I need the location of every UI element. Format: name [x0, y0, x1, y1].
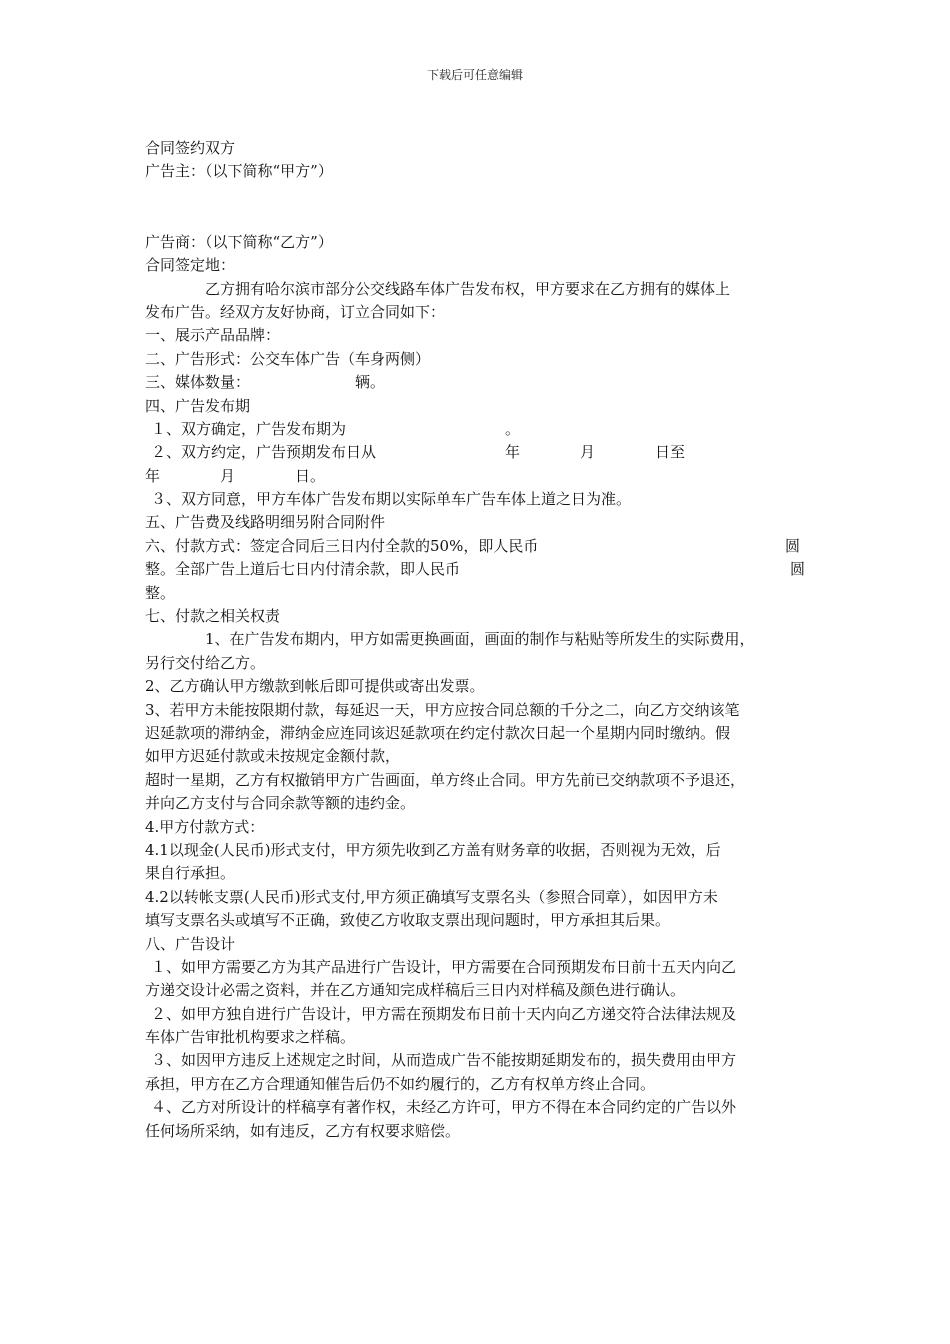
section-7-p4: 4.甲方付款方式： [145, 817, 265, 836]
section-7-p3a: 3、若甲方未能按限期付款，每延迟一天，甲方应按合同总额的千分之二，向乙方交纳该笔 [145, 700, 740, 719]
section-8-p2a: ２、如甲方独自进行广告设计，甲方需在预期发布日前十天内向乙方递交符合法律法规及 [151, 1004, 737, 1023]
section-3 [145, 371, 805, 394]
section-4-item-2-cont: 年 月 日。 [145, 466, 326, 485]
parties-title: 合同签约双方 [145, 139, 236, 157]
section-7-p41a: 4.1以现金(人民币)形式支付，甲方须先收到乙方盖有财务章的收据，否则视为无效，后 [145, 840, 721, 859]
signing-place: 合同签定地： [145, 256, 236, 275]
section-8-p1a: １、如甲方需要乙方为其产品进行广告设计，甲方需要在合同预期发布日前十五天内向乙 [151, 957, 737, 976]
section-5: 五、广告费及线路明细另附合同附件 [145, 513, 386, 532]
section-2: 二、广告形式：公交车体广告（车身两侧） [145, 349, 431, 368]
section-7-p1a: 1、在广告发布期内，甲方如需更换画面，画面的制作与粘贴等所发生的实际费用， [205, 630, 755, 649]
section-8-p1b: 方递交设计必需之资料，并在乙方通知完成样稿后三日内对样稿及颜色进行确认。 [145, 981, 686, 1000]
section-7-p2: 2、乙方确认甲方缴款到帐后即可提供或寄出发票。 [145, 677, 485, 696]
contract-body [145, 137, 805, 1143]
section-6-line-1: 六、付款方式：签定合同后三日内付全款的50%，即人民币 圆 [145, 536, 801, 555]
section-7-p3c: 如甲方迟延付款或未按规定金额付款， [145, 747, 401, 766]
section-6-line-3: 整。 [145, 583, 176, 602]
section-8-p3b: 承担，甲方在乙方合理通知催告后仍不如约履行的，乙方有权单方终止合同。 [145, 1074, 656, 1093]
section-8-p4b: 任何场所采纳，如有违反，乙方有权要求赔偿。 [145, 1121, 461, 1140]
intro-line-2: 发布广告。经双方友好协商，订立合同如下： [145, 302, 446, 321]
section-7-p1b: 另行交付给乙方。 [145, 653, 266, 672]
section-7-p3d: 超时一星期，乙方有权撤销甲方广告画面，单方终止合同。甲方先前已交纳款项不予退还， [145, 770, 746, 789]
section-4-item-2: ２、双方约定，广告预期发布日从 年 月 日至 [151, 443, 686, 462]
intro-line-1: 乙方拥有哈尔滨市部分公交线路车体广告发布权，甲方要求在乙方拥有的媒体上 [205, 279, 731, 298]
section-7-p41b: 果自行承担。 [145, 864, 236, 883]
section-4-item-1: １、双方确定，广告发布期为 。 [151, 419, 521, 438]
page-header-note: 下载后可任意编辑 [426, 68, 523, 82]
advertiser-line: 广告主：（以下简称“甲方”） [145, 162, 333, 181]
section-7-p3e: 并向乙方支付与合同余款等额的违约金。 [145, 794, 416, 813]
section-7-p42b: 填写支票名头或填写不正确，致使乙方收取支票出现问题时，甲方承担其后果。 [145, 911, 671, 930]
section-1: 一、展示产品品牌： [145, 326, 281, 345]
section-7-title: 七、付款之相关权责 [145, 607, 281, 626]
blank-space [145, 184, 805, 231]
section-4-title: 四、广告发布期 [145, 396, 251, 415]
media-count-label: 三、媒体数量： [145, 373, 251, 392]
media-count-unit: 辆。 [355, 373, 386, 392]
section-8-p3a: ３、如因甲方违反上述规定之时间，从而造成广告不能按期延期发布的，损失费用由甲方 [151, 1051, 737, 1070]
section-7-p3b: 迟延款项的滞纳金，滞纳金应连同该迟延款项在约定付款次日起一个星期内同时缴纳。假 [145, 723, 731, 742]
section-8-p2b: 车体广告审批机构要求之样稿。 [145, 1028, 356, 1047]
section-7-p42a: 4.2以转帐支票(人民币)形式支付,甲方须正确填写支票名头（参照合同章），如因甲方未 [145, 887, 718, 906]
agency-line: 广告商：（以下简称“乙方”） [145, 232, 333, 251]
section-4-item-3: ３、双方同意，甲方车体广告发布期以实际单车广告车体上道之日为准。 [151, 490, 632, 509]
section-6-line-2: 整。全部广告上道后七日内付清余款，即人民币 圆 [145, 560, 805, 579]
section-8-p4a: ４、乙方对所设计的样稿享有著作权，未经乙方许可，甲方不得在本合同约定的广告以外 [151, 1098, 737, 1117]
section-8-title: 八、广告设计 [145, 934, 236, 953]
